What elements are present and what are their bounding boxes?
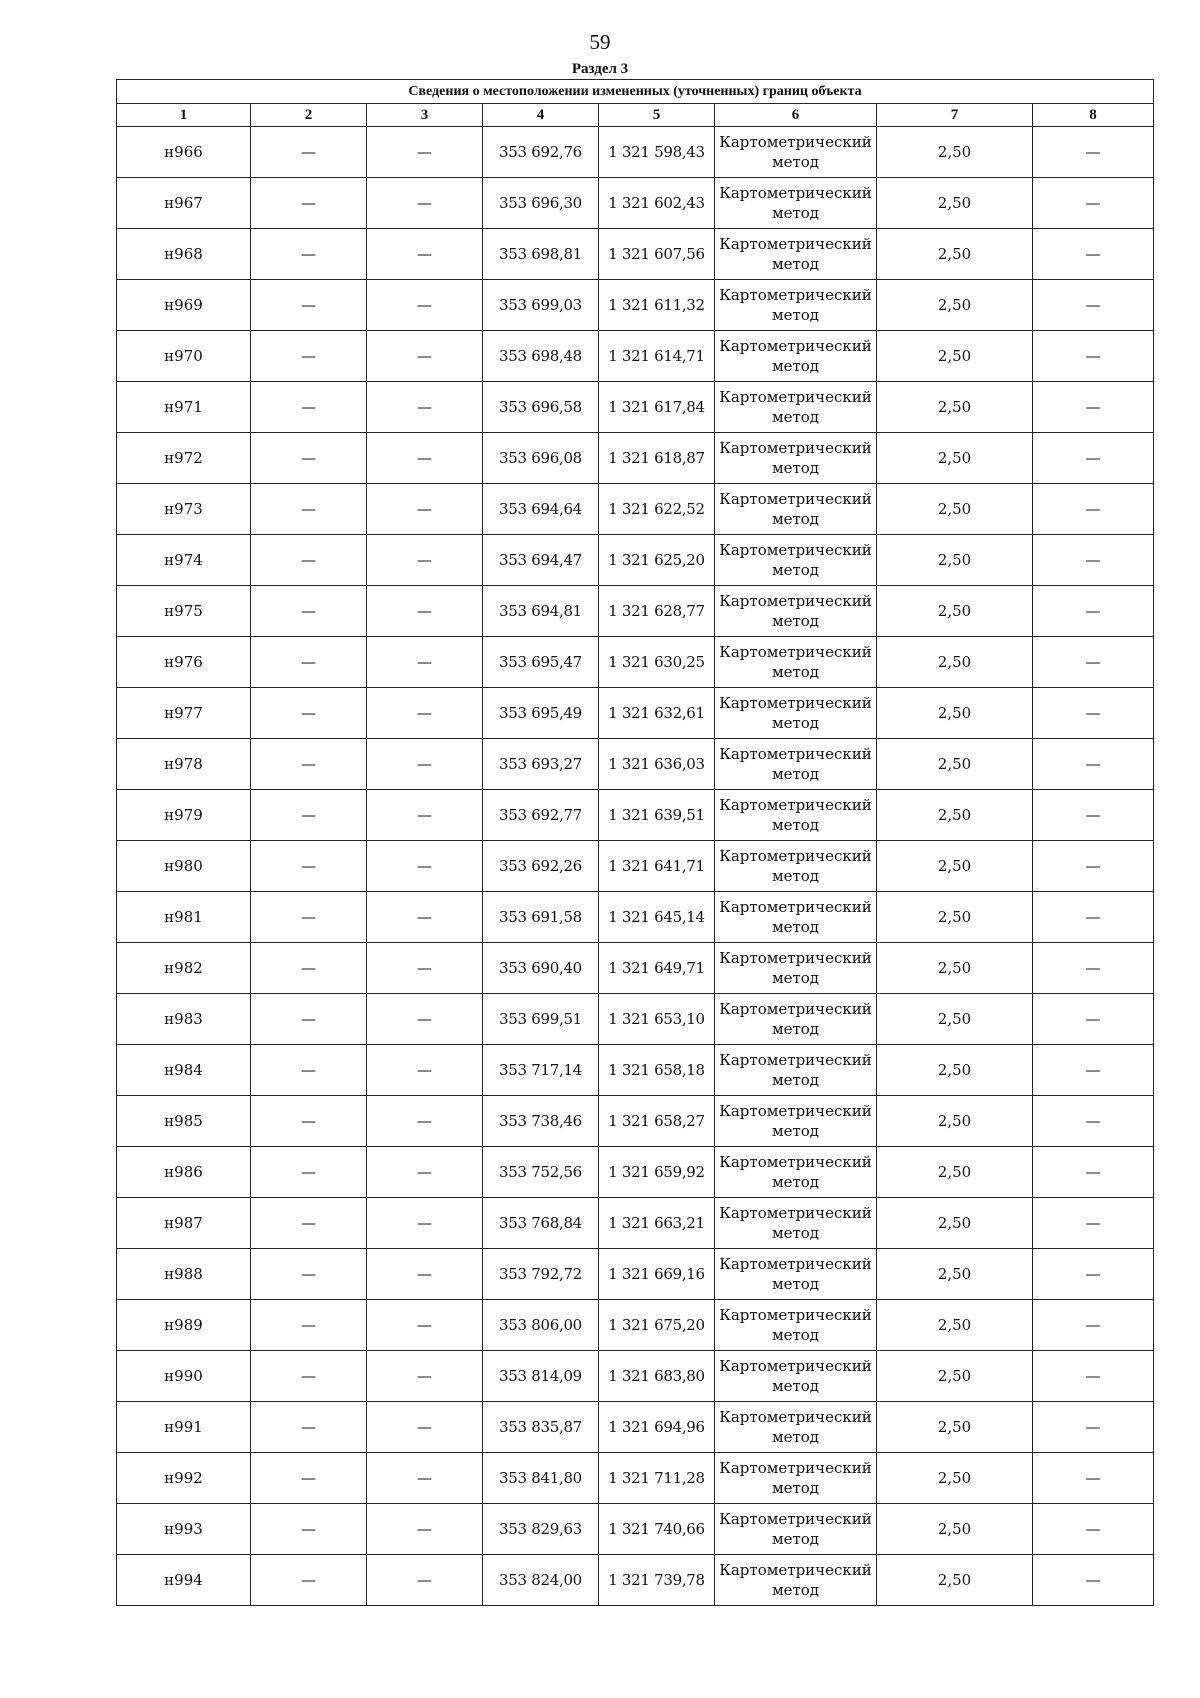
y-coordinate-cell: 1 321 694,96 xyxy=(599,1402,715,1453)
point-id-cell: н971 xyxy=(117,382,251,433)
col3-cell: — xyxy=(367,484,483,535)
point-id-cell: н981 xyxy=(117,892,251,943)
col8-cell: — xyxy=(1033,994,1154,1045)
column-number-8: 8 xyxy=(1033,104,1154,127)
method-cell: Картометрический метод xyxy=(715,331,877,382)
col8-cell: — xyxy=(1033,535,1154,586)
accuracy-cell: 2,50 xyxy=(877,1198,1033,1249)
accuracy-cell: 2,50 xyxy=(877,127,1033,178)
table-row xyxy=(117,1198,1154,1249)
accuracy-cell: 2,50 xyxy=(877,331,1033,382)
accuracy-cell: 2,50 xyxy=(877,229,1033,280)
method-cell: Картометрический метод xyxy=(715,382,877,433)
col3-cell: — xyxy=(367,586,483,637)
col2-cell: — xyxy=(251,841,367,892)
table-row xyxy=(117,688,1154,739)
method-cell: Картометрический метод xyxy=(715,790,877,841)
x-coordinate-cell: 353 692,26 xyxy=(483,841,599,892)
x-coordinate-cell: 353 691,58 xyxy=(483,892,599,943)
table-row xyxy=(117,1300,1154,1351)
col2-cell: — xyxy=(251,1147,367,1198)
x-coordinate-cell: 353 698,48 xyxy=(483,331,599,382)
section-title: Раздел 3 xyxy=(571,61,629,77)
table-row xyxy=(117,1096,1154,1147)
col2-cell: — xyxy=(251,331,367,382)
accuracy-cell: 2,50 xyxy=(877,637,1033,688)
col8-cell: — xyxy=(1033,790,1154,841)
method-cell: Картометрический метод xyxy=(715,637,877,688)
col8-cell: — xyxy=(1033,892,1154,943)
col3-cell: — xyxy=(367,637,483,688)
table-row xyxy=(117,1351,1154,1402)
table-row xyxy=(117,127,1154,178)
col3-cell: — xyxy=(367,433,483,484)
col3-cell: — xyxy=(367,1555,483,1606)
col3-cell: — xyxy=(367,127,483,178)
x-coordinate-cell: 353 694,81 xyxy=(483,586,599,637)
accuracy-cell: 2,50 xyxy=(877,841,1033,892)
y-coordinate-cell: 1 321 663,21 xyxy=(599,1198,715,1249)
method-cell: Картометрический метод xyxy=(715,1300,877,1351)
accuracy-cell: 2,50 xyxy=(877,1147,1033,1198)
col3-cell: — xyxy=(367,892,483,943)
col3-cell: — xyxy=(367,1045,483,1096)
col3-cell: — xyxy=(367,994,483,1045)
col2-cell: — xyxy=(251,1351,367,1402)
col2-cell: — xyxy=(251,1096,367,1147)
col8-cell: — xyxy=(1033,739,1154,790)
table-row xyxy=(117,739,1154,790)
col3-cell: — xyxy=(367,1249,483,1300)
table-row xyxy=(117,1453,1154,1504)
method-cell: Картометрический метод xyxy=(715,1096,877,1147)
y-coordinate-cell: 1 321 669,16 xyxy=(599,1249,715,1300)
y-coordinate-cell: 1 321 658,27 xyxy=(599,1096,715,1147)
x-coordinate-cell: 353 768,84 xyxy=(483,1198,599,1249)
accuracy-cell: 2,50 xyxy=(877,892,1033,943)
col2-cell: — xyxy=(251,688,367,739)
method-cell: Картометрический метод xyxy=(715,1351,877,1402)
x-coordinate-cell: 353 694,64 xyxy=(483,484,599,535)
col8-cell: — xyxy=(1033,1402,1154,1453)
col2-cell: — xyxy=(251,1402,367,1453)
point-id-cell: н984 xyxy=(117,1045,251,1096)
col8-cell: — xyxy=(1033,688,1154,739)
column-number-4: 4 xyxy=(483,104,599,127)
y-coordinate-cell: 1 321 614,71 xyxy=(599,331,715,382)
col2-cell: — xyxy=(251,535,367,586)
col2-cell: — xyxy=(251,484,367,535)
method-cell: Картометрический метод xyxy=(715,943,877,994)
table-row xyxy=(117,892,1154,943)
y-coordinate-cell: 1 321 658,18 xyxy=(599,1045,715,1096)
accuracy-cell: 2,50 xyxy=(877,790,1033,841)
table-row xyxy=(117,586,1154,637)
table-row xyxy=(117,637,1154,688)
col8-cell: — xyxy=(1033,229,1154,280)
col8-cell: — xyxy=(1033,331,1154,382)
accuracy-cell: 2,50 xyxy=(877,1045,1033,1096)
table-row xyxy=(117,433,1154,484)
method-cell: Картометрический метод xyxy=(715,1555,877,1606)
accuracy-cell: 2,50 xyxy=(877,1555,1033,1606)
table-row xyxy=(117,331,1154,382)
y-coordinate-cell: 1 321 641,71 xyxy=(599,841,715,892)
col8-cell: — xyxy=(1033,1504,1154,1555)
table-row xyxy=(117,1555,1154,1606)
accuracy-cell: 2,50 xyxy=(877,943,1033,994)
point-id-cell: н993 xyxy=(117,1504,251,1555)
table-row xyxy=(117,943,1154,994)
col2-cell: — xyxy=(251,790,367,841)
col2-cell: — xyxy=(251,994,367,1045)
col8-cell: — xyxy=(1033,637,1154,688)
x-coordinate-cell: 353 699,51 xyxy=(483,994,599,1045)
col3-cell: — xyxy=(367,739,483,790)
point-id-cell: н969 xyxy=(117,280,251,331)
col8-cell: — xyxy=(1033,484,1154,535)
x-coordinate-cell: 353 695,49 xyxy=(483,688,599,739)
table-row xyxy=(117,1249,1154,1300)
col3-cell: — xyxy=(367,1402,483,1453)
col2-cell: — xyxy=(251,1045,367,1096)
y-coordinate-cell: 1 321 617,84 xyxy=(599,382,715,433)
point-id-cell: н994 xyxy=(117,1555,251,1606)
col8-cell: — xyxy=(1033,1555,1154,1606)
method-cell: Картометрический метод xyxy=(715,1249,877,1300)
col8-cell: — xyxy=(1033,127,1154,178)
col8-cell: — xyxy=(1033,1096,1154,1147)
accuracy-cell: 2,50 xyxy=(877,739,1033,790)
col3-cell: — xyxy=(367,1096,483,1147)
point-id-cell: н991 xyxy=(117,1402,251,1453)
column-number-2: 2 xyxy=(251,104,367,127)
col2-cell: — xyxy=(251,586,367,637)
col3-cell: — xyxy=(367,1198,483,1249)
y-coordinate-cell: 1 321 645,14 xyxy=(599,892,715,943)
accuracy-cell: 2,50 xyxy=(877,1300,1033,1351)
method-cell: Картометрический метод xyxy=(715,688,877,739)
column-number-6: 6 xyxy=(715,104,877,127)
point-id-cell: н970 xyxy=(117,331,251,382)
x-coordinate-cell: 353 806,00 xyxy=(483,1300,599,1351)
x-coordinate-cell: 353 690,40 xyxy=(483,943,599,994)
column-number-7: 7 xyxy=(877,104,1033,127)
point-id-cell: н986 xyxy=(117,1147,251,1198)
x-coordinate-cell: 353 693,27 xyxy=(483,739,599,790)
point-id-cell: н983 xyxy=(117,994,251,1045)
method-cell: Картометрический метод xyxy=(715,1504,877,1555)
col2-cell: — xyxy=(251,178,367,229)
y-coordinate-cell: 1 321 622,52 xyxy=(599,484,715,535)
point-id-cell: н982 xyxy=(117,943,251,994)
point-id-cell: н977 xyxy=(117,688,251,739)
y-coordinate-cell: 1 321 659,92 xyxy=(599,1147,715,1198)
x-coordinate-cell: 353 696,58 xyxy=(483,382,599,433)
x-coordinate-cell: 353 694,47 xyxy=(483,535,599,586)
boundary-coordinates-table xyxy=(116,79,1154,1606)
x-coordinate-cell: 353 698,81 xyxy=(483,229,599,280)
method-cell: Картометрический метод xyxy=(715,892,877,943)
column-number-row xyxy=(117,104,1154,127)
x-coordinate-cell: 353 695,47 xyxy=(483,637,599,688)
y-coordinate-cell: 1 321 628,77 xyxy=(599,586,715,637)
x-coordinate-cell: 353 752,56 xyxy=(483,1147,599,1198)
y-coordinate-cell: 1 321 649,71 xyxy=(599,943,715,994)
table-caption: Сведения о местоположении измененных (уточненных) границ объекта xyxy=(117,80,1154,104)
column-number-5: 5 xyxy=(599,104,715,127)
col3-cell: — xyxy=(367,688,483,739)
accuracy-cell: 2,50 xyxy=(877,1096,1033,1147)
col8-cell: — xyxy=(1033,1147,1154,1198)
y-coordinate-cell: 1 321 630,25 xyxy=(599,637,715,688)
y-coordinate-cell: 1 321 607,56 xyxy=(599,229,715,280)
point-id-cell: н979 xyxy=(117,790,251,841)
y-coordinate-cell: 1 321 740,66 xyxy=(599,1504,715,1555)
accuracy-cell: 2,50 xyxy=(877,280,1033,331)
point-id-cell: н974 xyxy=(117,535,251,586)
method-cell: Картометрический метод xyxy=(715,535,877,586)
accuracy-cell: 2,50 xyxy=(877,1402,1033,1453)
accuracy-cell: 2,50 xyxy=(877,1249,1033,1300)
accuracy-cell: 2,50 xyxy=(877,994,1033,1045)
col2-cell: — xyxy=(251,1504,367,1555)
method-cell: Картометрический метод xyxy=(715,994,877,1045)
table-row xyxy=(117,1045,1154,1096)
x-coordinate-cell: 353 692,76 xyxy=(483,127,599,178)
method-cell: Картометрический метод xyxy=(715,1198,877,1249)
point-id-cell: н968 xyxy=(117,229,251,280)
col2-cell: — xyxy=(251,433,367,484)
y-coordinate-cell: 1 321 618,87 xyxy=(599,433,715,484)
y-coordinate-cell: 1 321 598,43 xyxy=(599,127,715,178)
point-id-cell: н989 xyxy=(117,1300,251,1351)
x-coordinate-cell: 353 792,72 xyxy=(483,1249,599,1300)
table-row xyxy=(117,229,1154,280)
point-id-cell: н990 xyxy=(117,1351,251,1402)
y-coordinate-cell: 1 321 636,03 xyxy=(599,739,715,790)
col8-cell: — xyxy=(1033,1453,1154,1504)
x-coordinate-cell: 353 835,87 xyxy=(483,1402,599,1453)
col3-cell: — xyxy=(367,178,483,229)
col3-cell: — xyxy=(367,331,483,382)
method-cell: Картометрический метод xyxy=(715,586,877,637)
col3-cell: — xyxy=(367,1453,483,1504)
col3-cell: — xyxy=(367,382,483,433)
col2-cell: — xyxy=(251,280,367,331)
col2-cell: — xyxy=(251,892,367,943)
col2-cell: — xyxy=(251,739,367,790)
method-cell: Картометрический метод xyxy=(715,739,877,790)
table-row xyxy=(117,1504,1154,1555)
y-coordinate-cell: 1 321 675,20 xyxy=(599,1300,715,1351)
x-coordinate-cell: 353 814,09 xyxy=(483,1351,599,1402)
x-coordinate-cell: 353 841,80 xyxy=(483,1453,599,1504)
x-coordinate-cell: 353 829,63 xyxy=(483,1504,599,1555)
point-id-cell: н967 xyxy=(117,178,251,229)
col2-cell: — xyxy=(251,1300,367,1351)
col3-cell: — xyxy=(367,943,483,994)
point-id-cell: н985 xyxy=(117,1096,251,1147)
table-row xyxy=(117,484,1154,535)
col8-cell: — xyxy=(1033,1300,1154,1351)
col2-cell: — xyxy=(251,1249,367,1300)
x-coordinate-cell: 353 824,00 xyxy=(483,1555,599,1606)
method-cell: Картометрический метод xyxy=(715,280,877,331)
accuracy-cell: 2,50 xyxy=(877,688,1033,739)
x-coordinate-cell: 353 696,08 xyxy=(483,433,599,484)
x-coordinate-cell: 353 692,77 xyxy=(483,790,599,841)
table-row xyxy=(117,280,1154,331)
point-id-cell: н987 xyxy=(117,1198,251,1249)
col2-cell: — xyxy=(251,637,367,688)
accuracy-cell: 2,50 xyxy=(877,535,1033,586)
method-cell: Картометрический метод xyxy=(715,1402,877,1453)
col8-cell: — xyxy=(1033,1351,1154,1402)
col8-cell: — xyxy=(1033,1198,1154,1249)
col3-cell: — xyxy=(367,229,483,280)
y-coordinate-cell: 1 321 611,32 xyxy=(599,280,715,331)
col3-cell: — xyxy=(367,790,483,841)
y-coordinate-cell: 1 321 602,43 xyxy=(599,178,715,229)
method-cell: Картометрический метод xyxy=(715,127,877,178)
accuracy-cell: 2,50 xyxy=(877,433,1033,484)
col8-cell: — xyxy=(1033,1249,1154,1300)
x-coordinate-cell: 353 696,30 xyxy=(483,178,599,229)
col2-cell: — xyxy=(251,382,367,433)
accuracy-cell: 2,50 xyxy=(877,178,1033,229)
y-coordinate-cell: 1 321 632,61 xyxy=(599,688,715,739)
page-number: 59 xyxy=(589,30,611,54)
col3-cell: — xyxy=(367,841,483,892)
col3-cell: — xyxy=(367,1147,483,1198)
point-id-cell: н972 xyxy=(117,433,251,484)
accuracy-cell: 2,50 xyxy=(877,1351,1033,1402)
col8-cell: — xyxy=(1033,178,1154,229)
accuracy-cell: 2,50 xyxy=(877,586,1033,637)
table-row xyxy=(117,178,1154,229)
point-id-cell: н966 xyxy=(117,127,251,178)
col8-cell: — xyxy=(1033,433,1154,484)
col2-cell: — xyxy=(251,229,367,280)
col2-cell: — xyxy=(251,1555,367,1606)
point-id-cell: н976 xyxy=(117,637,251,688)
x-coordinate-cell: 353 738,46 xyxy=(483,1096,599,1147)
y-coordinate-cell: 1 321 711,28 xyxy=(599,1453,715,1504)
y-coordinate-cell: 1 321 625,20 xyxy=(599,535,715,586)
col8-cell: — xyxy=(1033,1045,1154,1096)
method-cell: Картометрический метод xyxy=(715,1453,877,1504)
y-coordinate-cell: 1 321 639,51 xyxy=(599,790,715,841)
col8-cell: — xyxy=(1033,841,1154,892)
method-cell: Картометрический метод xyxy=(715,1147,877,1198)
col8-cell: — xyxy=(1033,280,1154,331)
method-cell: Картометрический метод xyxy=(715,433,877,484)
point-id-cell: н988 xyxy=(117,1249,251,1300)
col2-cell: — xyxy=(251,127,367,178)
col3-cell: — xyxy=(367,1504,483,1555)
col2-cell: — xyxy=(251,1453,367,1504)
col3-cell: — xyxy=(367,1300,483,1351)
x-coordinate-cell: 353 717,14 xyxy=(483,1045,599,1096)
col3-cell: — xyxy=(367,1351,483,1402)
table-row xyxy=(117,382,1154,433)
col3-cell: — xyxy=(367,535,483,586)
table-body xyxy=(117,127,1154,1606)
accuracy-cell: 2,50 xyxy=(877,484,1033,535)
col2-cell: — xyxy=(251,943,367,994)
method-cell: Картометрический метод xyxy=(715,1045,877,1096)
col8-cell: — xyxy=(1033,943,1154,994)
table-row xyxy=(117,535,1154,586)
point-id-cell: н975 xyxy=(117,586,251,637)
accuracy-cell: 2,50 xyxy=(877,1453,1033,1504)
table-row xyxy=(117,1147,1154,1198)
table-row xyxy=(117,1402,1154,1453)
column-number-1: 1 xyxy=(117,104,251,127)
accuracy-cell: 2,50 xyxy=(877,382,1033,433)
accuracy-cell: 2,50 xyxy=(877,1504,1033,1555)
table-row xyxy=(117,790,1154,841)
col8-cell: — xyxy=(1033,586,1154,637)
x-coordinate-cell: 353 699,03 xyxy=(483,280,599,331)
point-id-cell: н980 xyxy=(117,841,251,892)
point-id-cell: н978 xyxy=(117,739,251,790)
col8-cell: — xyxy=(1033,382,1154,433)
y-coordinate-cell: 1 321 683,80 xyxy=(599,1351,715,1402)
table-row xyxy=(117,841,1154,892)
method-cell: Картометрический метод xyxy=(715,229,877,280)
table-row xyxy=(117,994,1154,1045)
point-id-cell: н992 xyxy=(117,1453,251,1504)
col2-cell: — xyxy=(251,1198,367,1249)
point-id-cell: н973 xyxy=(117,484,251,535)
column-number-3: 3 xyxy=(367,104,483,127)
col3-cell: — xyxy=(367,280,483,331)
method-cell: Картометрический метод xyxy=(715,841,877,892)
method-cell: Картометрический метод xyxy=(715,484,877,535)
y-coordinate-cell: 1 321 739,78 xyxy=(599,1555,715,1606)
method-cell: Картометрический метод xyxy=(715,178,877,229)
y-coordinate-cell: 1 321 653,10 xyxy=(599,994,715,1045)
